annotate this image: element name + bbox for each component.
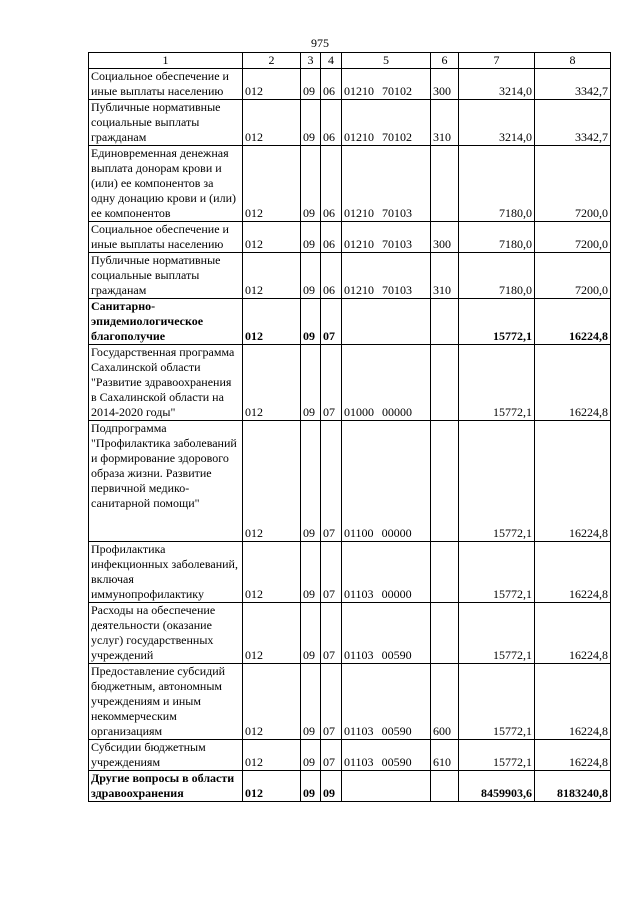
subsection-code-cell: 07 [321, 664, 342, 740]
table-row [89, 771, 611, 802]
row-name-cell: Другие вопросы в области здравоохранения [89, 771, 243, 802]
amount-year2-cell: 16224,8 [535, 299, 611, 345]
target-article-program: 01100 [344, 526, 374, 540]
target-article-program: 01210 [344, 206, 374, 220]
target-article-direction: 00000 [382, 405, 412, 419]
row-name-cell: Санитарно-эпидемиологическое благополучие [89, 299, 243, 345]
expense-type-cell [431, 771, 459, 802]
target-article-direction: 70102 [382, 84, 412, 98]
expense-type-cell: 300 [431, 222, 459, 253]
ministry-code-cell: 012 [243, 100, 301, 146]
subsection-code-cell: 07 [321, 603, 342, 664]
amount-year2-cell: 7200,0 [535, 146, 611, 222]
section-code-cell: 09 [301, 664, 321, 740]
amount-year2-cell: 16224,8 [535, 603, 611, 664]
ministry-code-cell: 012 [243, 253, 301, 299]
amount-year2-cell: 8183240,8 [535, 771, 611, 802]
subsection-code-cell: 07 [321, 345, 342, 421]
target-article-direction: 00590 [381, 755, 412, 769]
page-number: 975 [311, 36, 329, 50]
table-row [89, 146, 611, 222]
subsection-code-cell: 06 [321, 146, 342, 222]
section-code-cell: 09 [301, 253, 321, 299]
amount-year2-cell: 16224,8 [535, 421, 611, 542]
row-name-cell: Предоставление субсидий бюджетным, автономным учреждениям и иным некоммерческим организациям [89, 664, 243, 740]
target-article-cell [342, 740, 431, 771]
row-name-cell: Единовременная денежная выплата донорам крови и (или) ее компонентов за одну донацию крови и (или) ее компонентов [89, 146, 243, 222]
expense-type-cell: 300 [431, 69, 459, 100]
subsection-code-cell: 07 [321, 740, 342, 771]
table-row [89, 740, 611, 771]
subsection-code-cell: 06 [321, 69, 342, 100]
target-article-direction: 00000 [381, 526, 412, 540]
target-article-program: 01103 [344, 724, 374, 738]
table-header-row [89, 53, 611, 69]
expense-type-cell [431, 421, 459, 542]
target-article-direction: 00590 [381, 724, 412, 738]
table-row [89, 542, 611, 603]
ministry-code-cell: 012 [243, 542, 301, 603]
section-code-cell: 09 [301, 603, 321, 664]
ministry-code-cell: 012 [243, 299, 301, 345]
table-row [89, 100, 611, 146]
amount-year1-cell: 15772,1 [459, 542, 535, 603]
target-article-cell [342, 222, 431, 253]
amount-year1-cell: 7180,0 [459, 253, 535, 299]
row-name-cell: Публичные нормативные социальные выплаты гражданам [89, 253, 243, 299]
ministry-code-cell: 012 [243, 222, 301, 253]
table-row [89, 664, 611, 740]
ministry-code-cell: 012 [243, 740, 301, 771]
table-row [89, 253, 611, 299]
target-article-direction: 70103 [382, 237, 412, 251]
section-code-cell: 09 [301, 421, 321, 542]
expense-type-cell [431, 146, 459, 222]
target-article-direction: 70103 [382, 206, 412, 220]
ministry-code-cell: 012 [243, 345, 301, 421]
row-name-cell: Социальное обеспечение и иные выплаты населению [89, 222, 243, 253]
target-article-cell [342, 69, 431, 100]
expense-type-cell: 310 [431, 100, 459, 146]
target-article-program: 01103 [344, 587, 374, 601]
amount-year2-cell: 7200,0 [535, 253, 611, 299]
ministry-code-cell: 012 [243, 664, 301, 740]
expense-type-cell [431, 603, 459, 664]
amount-year1-cell: 15772,1 [459, 603, 535, 664]
target-article-cell [342, 542, 431, 603]
row-name-cell: Государственная программа Сахалинской области "Развитие здравоохранения в Сахалинской области на 2014-2020 годы" [89, 345, 243, 421]
header-cell: 1 [89, 53, 243, 69]
subsection-code-cell: 06 [321, 253, 342, 299]
subsection-code-cell: 06 [321, 222, 342, 253]
target-article-program: 01210 [344, 237, 374, 251]
header-cell: 5 [342, 53, 431, 69]
target-article-cell [342, 345, 431, 421]
header-cell: 7 [459, 53, 535, 69]
target-article-program: 01210 [344, 130, 374, 144]
ministry-code-cell: 012 [243, 603, 301, 664]
amount-year1-cell: 3214,0 [459, 69, 535, 100]
target-article-cell [342, 253, 431, 299]
row-name-cell: Подпрограмма "Профилактика заболеваний и формирование здорового образа жизни. Развитие первичной медико-санитарной помощи" [89, 421, 243, 542]
section-code-cell: 09 [301, 542, 321, 603]
ministry-code-cell: 012 [243, 146, 301, 222]
table-row [89, 69, 611, 100]
subsection-code-cell: 07 [321, 542, 342, 603]
table-row [89, 603, 611, 664]
expense-type-cell: 310 [431, 253, 459, 299]
amount-year2-cell: 7200,0 [535, 222, 611, 253]
header-cell: 4 [321, 53, 342, 69]
target-article-cell [342, 146, 431, 222]
target-article-cell [342, 100, 431, 146]
table-row [89, 421, 611, 542]
amount-year1-cell: 15772,1 [459, 664, 535, 740]
target-article-direction: 70103 [382, 283, 412, 297]
budget-table [88, 52, 611, 802]
table-row [89, 345, 611, 421]
amount-year2-cell: 3342,7 [535, 69, 611, 100]
table-row [89, 299, 611, 345]
amount-year2-cell: 3342,7 [535, 100, 611, 146]
amount-year1-cell: 15772,1 [459, 299, 535, 345]
header-cell: 2 [243, 53, 301, 69]
amount-year1-cell: 3214,0 [459, 100, 535, 146]
target-article-direction: 00590 [381, 648, 412, 662]
expense-type-cell [431, 299, 459, 345]
subsection-code-cell: 09 [321, 771, 342, 802]
subsection-code-cell: 06 [321, 100, 342, 146]
target-article-direction: 70102 [382, 130, 412, 144]
amount-year1-cell: 15772,1 [459, 345, 535, 421]
subsection-code-cell: 07 [321, 421, 342, 542]
subsection-code-cell: 07 [321, 299, 342, 345]
expense-type-cell [431, 542, 459, 603]
row-name-cell: Социальное обеспечение и иные выплаты населению [89, 69, 243, 100]
section-code-cell: 09 [301, 740, 321, 771]
target-article-cell [342, 771, 431, 802]
section-code-cell: 09 [301, 299, 321, 345]
header-cell: 3 [301, 53, 321, 69]
target-article-program: 01103 [344, 755, 374, 769]
row-name-cell: Расходы на обеспечение деятельности (оказание услуг) государственных учреждений [89, 603, 243, 664]
header-cell: 8 [535, 53, 611, 69]
amount-year2-cell: 16224,8 [535, 740, 611, 771]
header-cell: 6 [431, 53, 459, 69]
section-code-cell: 09 [301, 69, 321, 100]
section-code-cell: 09 [301, 222, 321, 253]
amount-year1-cell: 15772,1 [459, 740, 535, 771]
expense-type-cell [431, 345, 459, 421]
ministry-code-cell: 012 [243, 771, 301, 802]
target-article-program: 01210 [344, 84, 374, 98]
row-name-cell: Субсидии бюджетным учреждениям [89, 740, 243, 771]
row-name-cell: Публичные нормативные социальные выплаты гражданам [89, 100, 243, 146]
row-name-cell: Профилактика инфекционных заболеваний, включая иммунопрофилактику [89, 542, 243, 603]
amount-year1-cell: 7180,0 [459, 222, 535, 253]
section-code-cell: 09 [301, 100, 321, 146]
table-row [89, 222, 611, 253]
section-code-cell: 09 [301, 146, 321, 222]
amount-year2-cell: 16224,8 [535, 664, 611, 740]
amount-year2-cell: 16224,8 [535, 345, 611, 421]
target-article-cell [342, 603, 431, 664]
ministry-code-cell: 012 [243, 69, 301, 100]
amount-year1-cell: 7180,0 [459, 146, 535, 222]
target-article-cell [342, 664, 431, 740]
section-code-cell: 09 [301, 345, 321, 421]
expense-type-cell: 610 [431, 740, 459, 771]
section-code-cell: 09 [301, 771, 321, 802]
target-article-cell [342, 421, 431, 542]
target-article-program: 01103 [344, 648, 374, 662]
ministry-code-cell: 012 [243, 421, 301, 542]
target-article-cell [342, 299, 431, 345]
target-article-program: 01210 [344, 283, 374, 297]
amount-year2-cell: 16224,8 [535, 542, 611, 603]
amount-year1-cell: 8459903,6 [459, 771, 535, 802]
target-article-program: 01000 [344, 405, 374, 419]
expense-type-cell: 600 [431, 664, 459, 740]
target-article-direction: 00000 [381, 587, 412, 601]
amount-year1-cell: 15772,1 [459, 421, 535, 542]
